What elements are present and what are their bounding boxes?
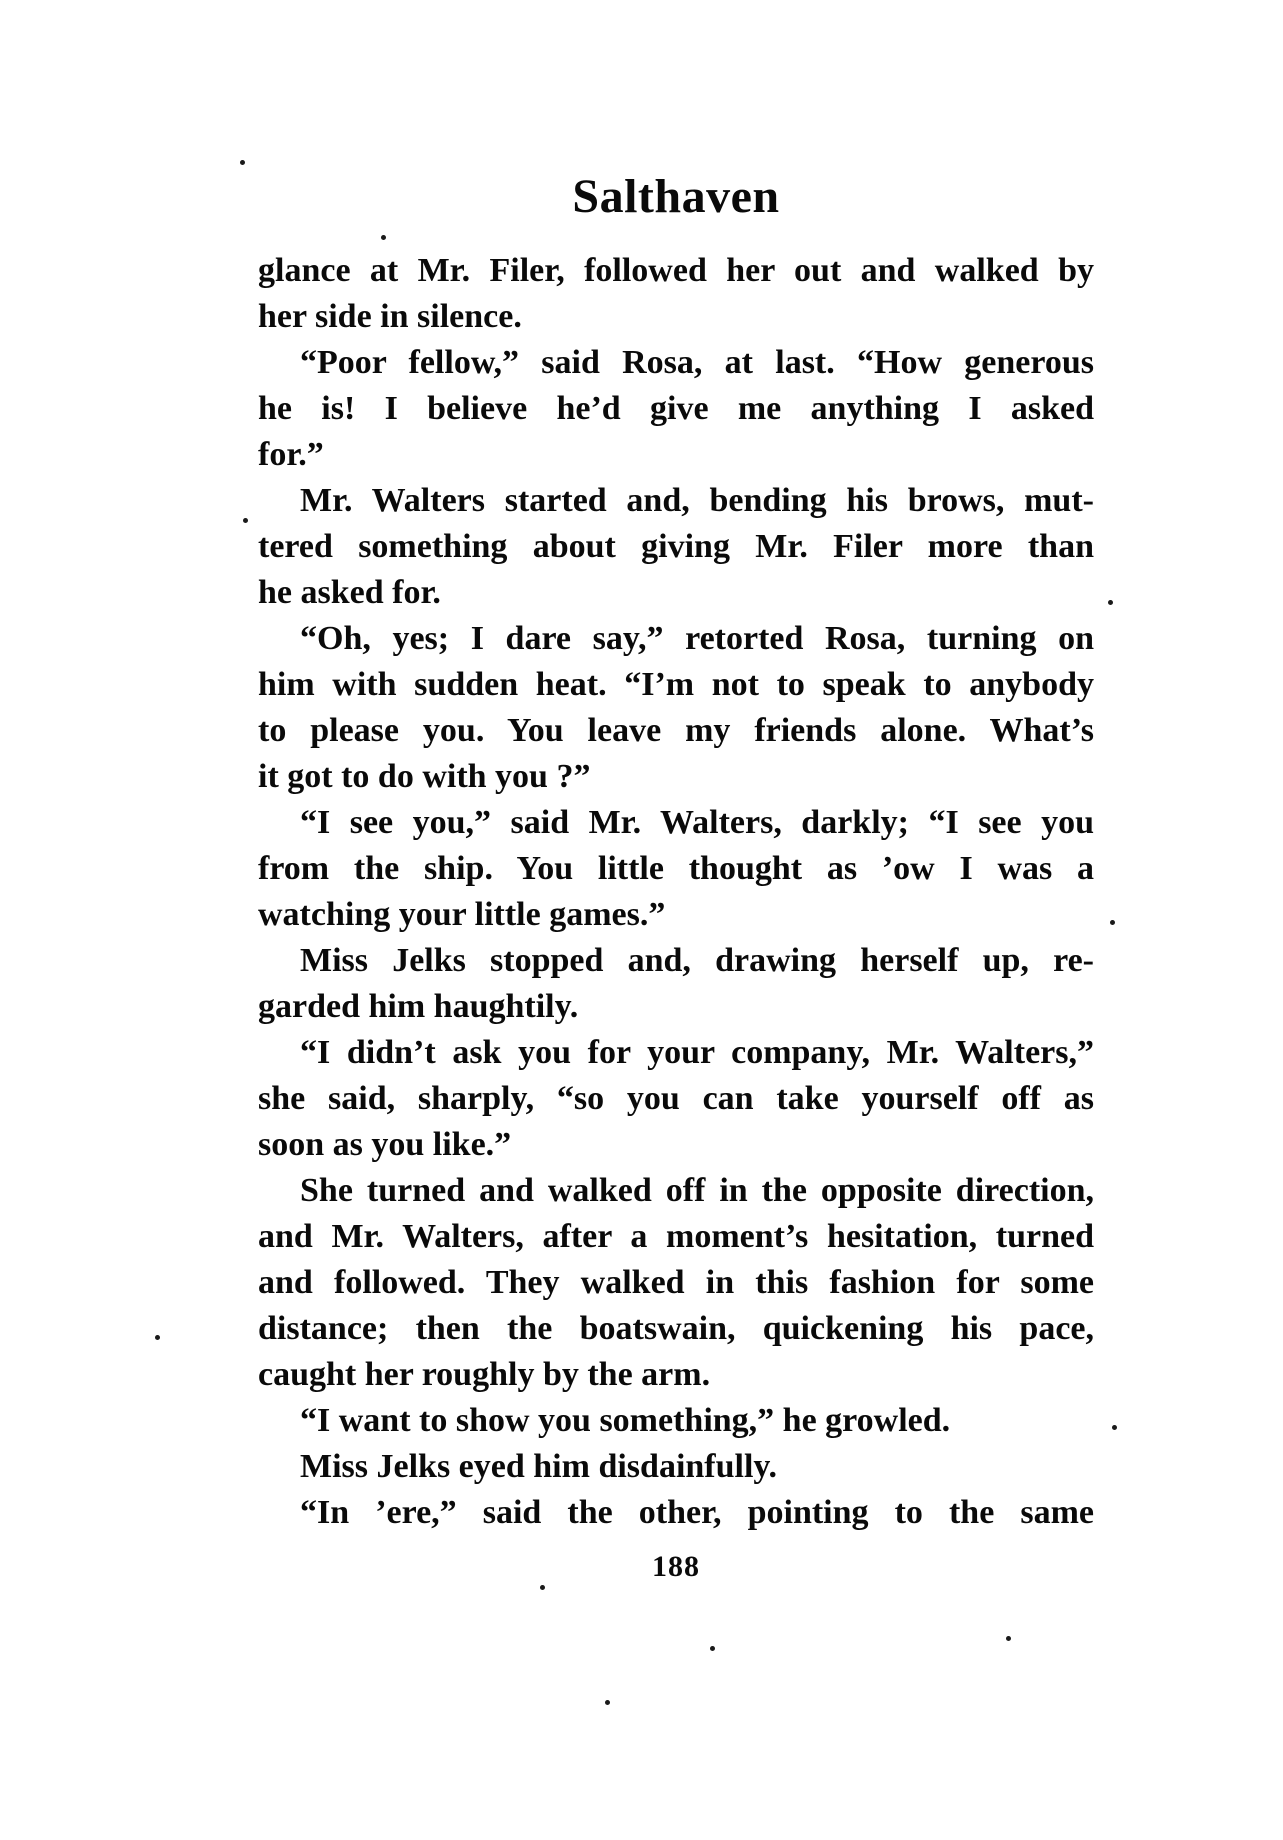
text-line: distance; then the boatswain, quickening his pace, [258,1310,1094,1347]
scan-speck [1112,1425,1117,1430]
text-line: it got to do with you ?” [258,758,591,795]
page-number: 188 [652,1550,700,1583]
text-line: to please you. You leave my friends alone. What’s [258,712,1094,749]
text-line: “I didn’t ask you for your company, Mr. Walters,” [300,1034,1094,1071]
scan-speck [243,518,248,523]
text-line: Miss Jelks eyed him disdainfully. [300,1448,778,1485]
scan-speck [240,160,245,165]
text-line: for.” [258,436,324,473]
running-head-title: Salthaven [572,170,780,223]
text-line: soon as you like.” [258,1126,512,1163]
paragraph [258,616,1094,800]
text-line: “Oh, yes; I dare say,” retorted Rosa, turning on [300,620,1094,657]
text-line: caught her roughly by the arm. [258,1356,711,1393]
text-line: Mr. Walters started and, bending his brows, mut- [300,482,1094,519]
paragraph [258,1490,1094,1536]
scan-speck [1110,920,1115,925]
scan-speck [540,1585,545,1590]
text-line: tered something about giving Mr. Filer more than [258,528,1094,565]
scan-speck [381,235,386,240]
text-line: “I want to show you something,” he growled. [300,1402,951,1439]
paragraph [258,800,1094,938]
text-line: glance at Mr. Filer, followed her out and walked by [258,252,1094,289]
scan-speck [1108,600,1113,605]
text-line: watching your little games.” [258,896,666,933]
paragraph [258,1444,1094,1490]
text-block [258,248,1094,1536]
text-line: from the ship. You little thought as ’ow I was a [258,850,1094,887]
text-line: her side in silence. [258,298,522,335]
paragraph [258,340,1094,478]
paragraph [258,1398,1094,1444]
text-line: she said, sharply, “so you can take yourself off as [258,1080,1094,1117]
text-line: She turned and walked off in the opposite direction, [300,1172,1094,1209]
scan-speck [605,1700,610,1705]
text-column [258,170,1094,1584]
text-line: and followed. They walked in this fashion for some [258,1264,1094,1301]
text-line: he is! I believe he’d give me anything I asked [258,390,1094,427]
text-line: garded him haughtily. [258,988,579,1025]
text-line: and Mr. Walters, after a moment’s hesitation, turned [258,1218,1094,1255]
scan-speck [155,1335,160,1340]
text-line: “Poor fellow,” said Rosa, at last. “How generous [300,344,1094,381]
paragraph [258,1168,1094,1398]
paragraph [258,938,1094,1030]
scan-speck [1006,1636,1011,1641]
text-line: Miss Jelks stopped and, drawing herself up, re- [300,942,1094,979]
text-line: “I see you,” said Mr. Walters, darkly; “I see you [300,804,1094,841]
paragraph [258,248,1094,340]
text-line: him with sudden heat. “I’m not to speak to anybody [258,666,1094,703]
text-line: he asked for. [258,574,441,611]
paragraph [258,478,1094,616]
paragraph [258,1030,1094,1168]
text-line: “In ’ere,” said the other, pointing to the same [300,1494,1094,1531]
scan-speck [710,1646,715,1651]
